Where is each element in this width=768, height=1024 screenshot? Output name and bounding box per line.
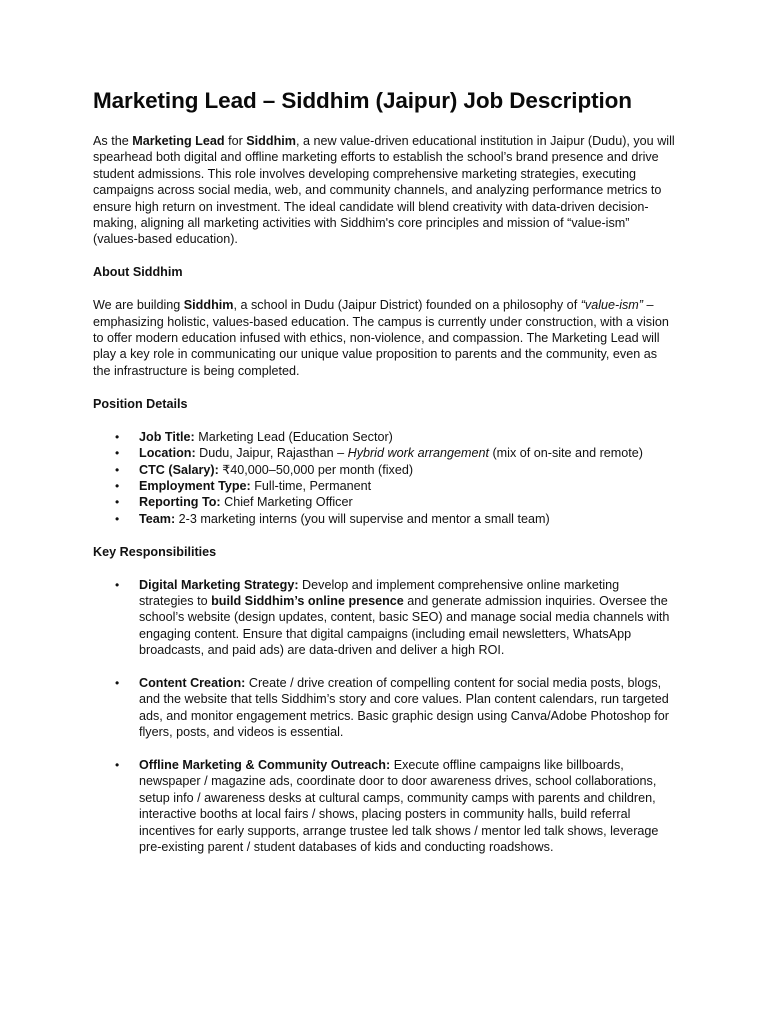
bullet-icon: • [115, 446, 120, 461]
position-heading: Position Details [93, 396, 188, 411]
intro-text-3: , a new value-driven educational institution in Jaipur (Dudu), you will spearhead both digital and offline marketing efforts to establish the school’s brand presence and drive student admissions. This role involves developing comprehensive marketing strategies, executing campaigns across social media, web, and community channels, and analyzing performance metrics to ensure high return on investment. The ideal candidate will blend creativity with data-driven decision-making, aligning all marketing activities with Siddhim's core principles and mission of “value-ism” (values-based education). [93, 134, 675, 247]
item-label: Offline Marketing & Community Outreach: [139, 757, 391, 772]
item-text: Develop and implement comprehensive online marketing strategies to [139, 577, 620, 608]
list-item [93, 675, 676, 741]
list-item [93, 757, 676, 855]
item-text: Execute offline campaigns like billboards, newspaper / magazine ads, coordinate door to door awareness drives, school collaborations, setup info / awareness desks at cultural camps, community camps with parents and children, interactive booths at local fairs / shows, placing posters in community halls, build referral incentives for early supports, arrange trustee led talk shows / mentor led talk shows, leverage pre-existing parent / student databases of kids and conducting roadshows. [139, 757, 659, 854]
item-text: ₹40,000–50,000 per month (fixed) [218, 462, 414, 477]
item-label: Employment Type: [139, 478, 251, 493]
intro-text-1: As the [93, 134, 133, 148]
item-text: Chief Marketing Officer [220, 495, 353, 510]
bullet-icon: • [115, 429, 120, 444]
bullet-icon: • [115, 478, 120, 493]
list-item [93, 511, 676, 527]
item-text: and generate admission inquiries. Oversee the school’s website (design updates, content, basic SEO) and manage social media channels with engaging content. Ensure that digital campaigns (including email newsletters, WhatsApp broadcasts, and paid ads) are data-driven and deliver a high ROI. [139, 593, 670, 658]
intro-bold-role: Marketing Lead [132, 134, 225, 148]
about-italic-valueism: “value-ism” [580, 298, 643, 313]
item-text: (mix of on-site and remote) [488, 446, 643, 461]
item-label: Digital Marketing Strategy: [139, 577, 299, 592]
bullet-icon: • [115, 757, 120, 772]
item-text: Create / drive creation of compelling content for social media posts, blogs, and the website that tells Siddhim’s story and core values. Plan content calendars, run targeted ads, and monitor engagement metrics. Basic graphic design using Canva/Adobe Photoshop for flyers, posts, and videos is essential. [139, 675, 669, 740]
list-item [93, 445, 676, 461]
item-text: 2-3 marketing interns (you will supervise and mentor a small team) [175, 511, 550, 526]
item-label: Reporting To: [139, 495, 221, 510]
about-text-3: – emphasizing holistic, values-based education. The campus is currently under construction, with a vision to offer modern education infused with ethics, non-violence, and compassion. The Marketing Lead will play a key role in communicating our unique value proposition to parents and the community, even as the infrastructure is being completed. [93, 298, 669, 378]
item-label: Location: [139, 446, 196, 461]
list-item [93, 494, 676, 510]
responsibilities-list [93, 577, 676, 856]
intro-paragraph [93, 133, 676, 248]
bullet-icon: • [115, 675, 120, 690]
item-text: Dudu, Jaipur, Rajasthan – [195, 446, 348, 461]
document-title: Marketing Lead – Siddhim (Jaipur) Job Description [93, 88, 632, 113]
list-item [93, 429, 676, 445]
item-label: Job Title: [139, 429, 195, 444]
about-text-1: We are building [93, 298, 184, 313]
intro-bold-school: Siddhim [246, 134, 296, 148]
about-paragraph [93, 297, 676, 379]
item-label: Team: [139, 511, 176, 526]
item-italic: Hybrid work arrangement [347, 446, 489, 461]
list-item [93, 478, 676, 494]
bullet-icon: • [115, 511, 120, 526]
bullet-icon: • [115, 462, 120, 477]
item-label: CTC (Salary): [139, 462, 219, 477]
item-text: Full-time, Permanent [250, 478, 372, 493]
bullet-icon: • [115, 577, 120, 592]
about-bold-school: Siddhim [183, 298, 234, 313]
item-text: Marketing Lead (Education Sector) [194, 429, 393, 444]
about-heading: About Siddhim [93, 265, 183, 280]
intro-text-2: for [224, 134, 247, 148]
list-item [93, 462, 676, 478]
list-item [93, 577, 676, 659]
item-label: Content Creation: [139, 675, 246, 690]
position-details-list [93, 429, 676, 527]
about-text-2: , a school in Dudu (Jaipur District) founded on a philosophy of [233, 298, 581, 313]
responsibilities-heading: Key Responsibilities [93, 544, 217, 559]
bullet-icon: • [115, 495, 120, 510]
item-bold: build Siddhim’s online presence [211, 593, 404, 608]
